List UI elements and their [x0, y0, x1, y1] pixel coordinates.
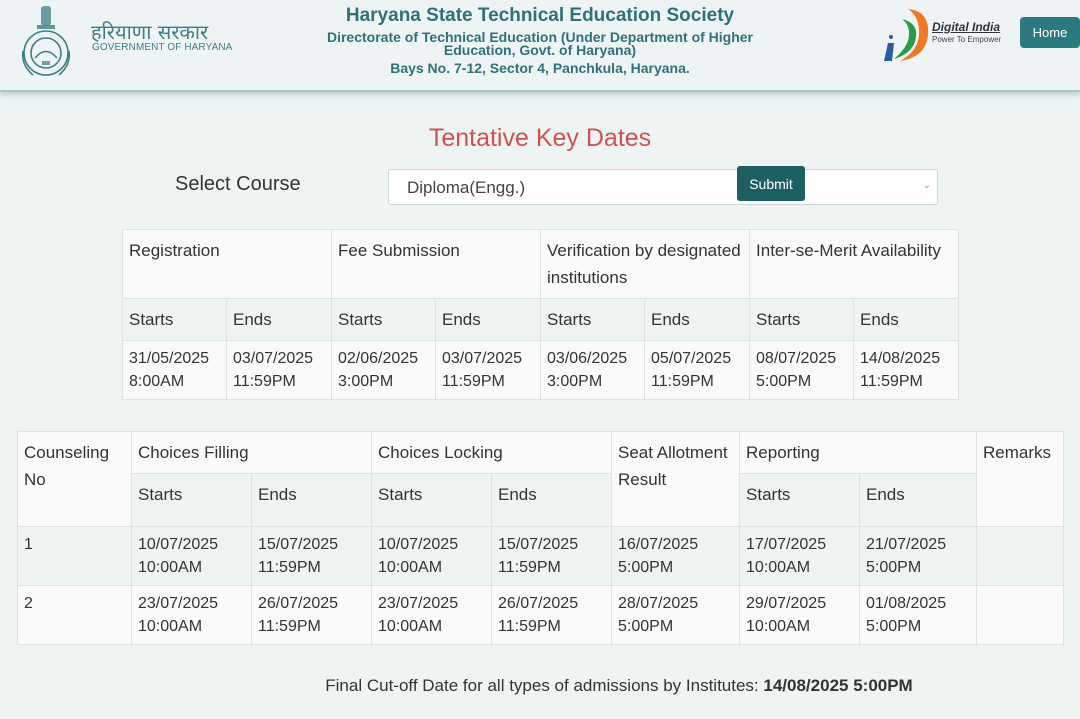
site-address: Bays No. 7-12, Sector 4, Panchkula, Haryana. — [390, 60, 690, 76]
date-cell — [132, 586, 252, 645]
remarks-cell — [977, 527, 1064, 586]
date: 28/07/2025 — [618, 595, 699, 612]
page-title: Tentative Key Dates — [428, 124, 652, 152]
date: 17/07/2025 — [746, 536, 827, 553]
header-choices-locking: Choices Locking — [372, 432, 612, 474]
group-header: Verification by designated institutions — [541, 230, 750, 299]
course-select[interactable] — [388, 169, 938, 205]
date-cell — [740, 586, 860, 645]
date: 03/06/2025 — [547, 350, 628, 367]
time: 11:59PM — [258, 618, 321, 635]
gov-hindi-text: हरियाणा सरकार — [91, 20, 209, 44]
counseling-header-row-2 — [18, 474, 1064, 527]
date-cell — [372, 527, 492, 586]
date: 15/07/2025 — [498, 536, 579, 553]
date-cell — [123, 341, 227, 400]
course-selected-value: Diploma(Engg.) — [407, 178, 526, 197]
chevron-down-icon: ⌄ — [922, 180, 931, 191]
date-cell — [541, 341, 645, 400]
date: 03/07/2025 — [442, 350, 523, 367]
date-cell — [740, 527, 860, 586]
subheader-ends: Ends — [860, 474, 977, 527]
key-dates-group-row — [123, 230, 959, 299]
group-header: Inter-se-Merit Availability — [750, 230, 959, 299]
date: 10/07/2025 — [378, 536, 459, 553]
time: 11:59PM — [498, 559, 561, 576]
subheader-ends: Ends — [492, 474, 612, 527]
date: 16/07/2025 — [618, 536, 699, 553]
date-cell — [645, 341, 750, 400]
key-dates-table — [122, 229, 959, 400]
time: 8:00AM — [129, 373, 185, 390]
date-cell — [252, 527, 372, 586]
date: 08/07/2025 — [756, 350, 837, 367]
date: 02/06/2025 — [338, 350, 419, 367]
date: 05/07/2025 — [651, 350, 732, 367]
date: 15/07/2025 — [258, 536, 339, 553]
date-cell — [372, 586, 492, 645]
time: 5:00PM — [866, 618, 922, 635]
date-cell — [332, 341, 436, 400]
counseling-table — [17, 431, 1064, 645]
date: 01/08/2025 — [866, 595, 947, 612]
group-header: Registration — [123, 230, 332, 299]
subheader: Starts — [332, 299, 436, 341]
digital-india-tagline: Power To Empower — [932, 35, 1002, 44]
site-header — [0, 0, 1080, 92]
subheader: Ends — [854, 299, 959, 341]
final-cutoff-note — [0, 676, 1080, 696]
date-cell — [227, 341, 332, 400]
time: 5:00PM — [618, 618, 674, 635]
header-title-block — [300, 5, 780, 77]
table-row — [18, 527, 1064, 586]
time: 5:00PM — [618, 559, 674, 576]
time: 3:00PM — [547, 373, 603, 390]
date: 23/07/2025 — [378, 595, 459, 612]
date: 29/07/2025 — [746, 595, 827, 612]
digital-india-title: Digital India — [932, 20, 1001, 34]
date-cell — [132, 527, 252, 586]
home-button[interactable]: Home — [1020, 17, 1080, 48]
time: 11:59PM — [442, 373, 505, 390]
header-reporting: Reporting — [740, 432, 977, 474]
key-dates-values-row — [123, 341, 959, 400]
date-cell — [436, 341, 541, 400]
site-subtitle: Directorate of Technical Education (Under Department of Higher Education, Govt. of Haryana) — [326, 29, 754, 58]
site-title: Haryana State Technical Education Society — [345, 5, 735, 26]
subheader: Starts — [750, 299, 854, 341]
date: 14/08/2025 — [860, 350, 941, 367]
haryana-emblem-icon — [15, 3, 77, 79]
group-header: Fee Submission — [332, 230, 541, 299]
time: 10:00AM — [138, 559, 203, 576]
time: 10:00AM — [378, 618, 443, 635]
key-dates-subheader-row — [123, 299, 959, 341]
time: 5:00PM — [756, 373, 812, 390]
counseling-no: 1 — [18, 527, 132, 586]
subheader: Ends — [645, 299, 750, 341]
cutoff-value: 14/08/2025 5:00PM — [763, 676, 913, 695]
time: 11:59PM — [258, 559, 321, 576]
counseling-no: 2 — [18, 586, 132, 645]
counseling-header-row-1 — [18, 432, 1064, 474]
subheader: Starts — [541, 299, 645, 341]
header-choices-filling: Choices Filling — [132, 432, 372, 474]
date-cell — [860, 527, 977, 586]
date-cell — [492, 586, 612, 645]
subheader-starts: Starts — [132, 474, 252, 527]
date-cell — [492, 527, 612, 586]
time: 10:00AM — [378, 559, 443, 576]
time: 11:59PM — [651, 373, 714, 390]
date: 21/07/2025 — [866, 536, 947, 553]
header-seat-allotment: Seat Allotment Result — [612, 432, 740, 527]
time: 10:00AM — [746, 618, 811, 635]
select-course-label: Select Course — [175, 173, 301, 195]
time: 11:59PM — [860, 373, 923, 390]
time: 5:00PM — [866, 559, 922, 576]
time: 11:59PM — [233, 373, 296, 390]
date-cell — [860, 586, 977, 645]
date-cell — [612, 586, 740, 645]
time: 10:00AM — [138, 618, 203, 635]
date: 10/07/2025 — [138, 536, 219, 553]
date: 23/07/2025 — [138, 595, 219, 612]
date-cell — [612, 527, 740, 586]
date-cell — [854, 341, 959, 400]
table-row — [18, 586, 1064, 645]
date: 26/07/2025 — [258, 595, 339, 612]
date-cell — [252, 586, 372, 645]
time: 10:00AM — [746, 559, 811, 576]
subheader: Ends — [436, 299, 541, 341]
header-remarks: Remarks — [977, 432, 1064, 527]
date-cell — [750, 341, 854, 400]
submit-button[interactable]: Submit — [737, 166, 805, 201]
subheader-ends: Ends — [252, 474, 372, 527]
time: 11:59PM — [498, 618, 561, 635]
time: 3:00PM — [338, 373, 394, 390]
subheader: Starts — [123, 299, 227, 341]
remarks-cell — [977, 586, 1064, 645]
subheader: Ends — [227, 299, 332, 341]
cutoff-label: Final Cut-off Date for all types of admissions by Institutes: — [325, 676, 759, 695]
gov-english-text: GOVERNMENT OF HARYANA — [92, 42, 233, 53]
subheader-starts: Starts — [372, 474, 492, 527]
date: 03/07/2025 — [233, 350, 314, 367]
date: 26/07/2025 — [498, 595, 579, 612]
header-counseling-no: Counseling No — [18, 432, 132, 527]
subheader-starts: Starts — [740, 474, 860, 527]
date: 31/05/2025 — [129, 350, 210, 367]
